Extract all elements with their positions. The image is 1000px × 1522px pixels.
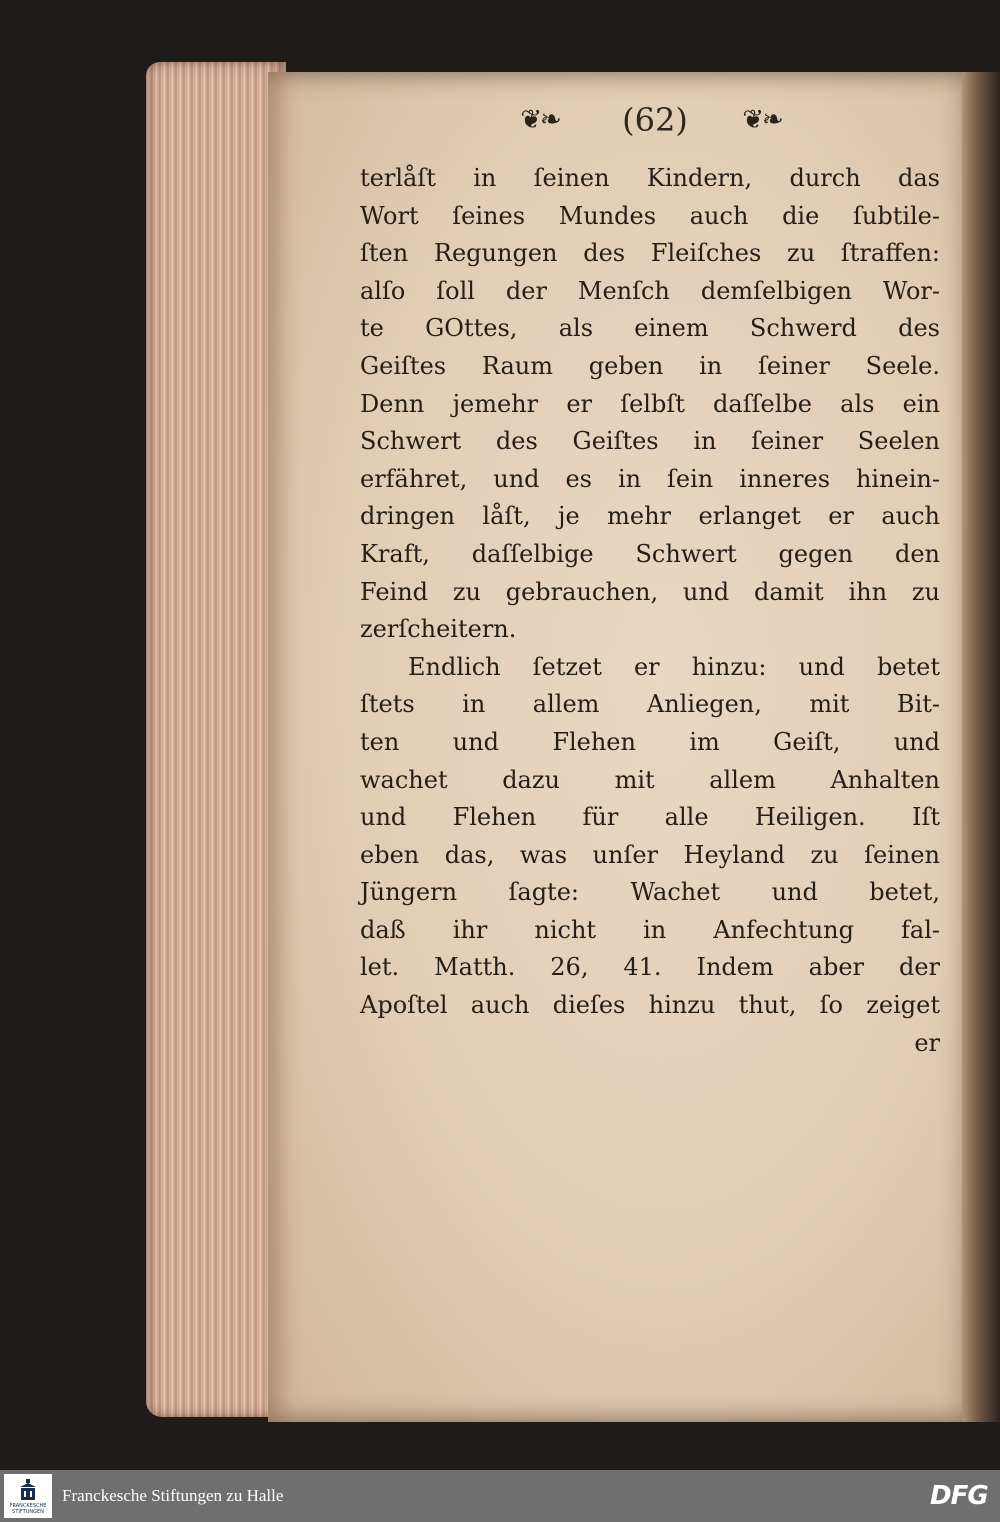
- text-line: alſo ſoll der Menſch demſelbigen Wor-: [360, 276, 940, 305]
- text-line: Endlich ſetzet er hinzu: und betet: [408, 652, 940, 681]
- text-line: Geiſtes Raum geben in ſeiner Seele.: [360, 351, 940, 380]
- text-line: Apoſtel auch dieſes hinzu thut, ſo zeiget: [360, 991, 940, 1020]
- text-line: Denn jemehr er ſelbſt daſſelbe als ein: [360, 389, 940, 418]
- text-line: eben das, was unſer Heyland zu ſeinen: [360, 840, 940, 869]
- text-line: ſten Regungen des Fleiſches zu ſtraffen:: [360, 239, 940, 268]
- page-header: [500, 94, 800, 150]
- text-line: let. Matth. 26, 41. Indem aber der: [360, 953, 940, 982]
- page-number: (62): [622, 101, 688, 139]
- text-line: Kraft, daſſelbige Schwert gegen den: [360, 539, 940, 568]
- text-line: terlåſt in ſeinen Kindern, durch das: [360, 164, 940, 192]
- page-edges: [146, 62, 286, 1417]
- book-gutter: [962, 72, 1000, 1422]
- dfg-logo[interactable]: DFG: [930, 1481, 988, 1511]
- text-line: wachet dazu mit allem Anhalten: [360, 765, 940, 794]
- text-line: Wort ſeines Mundes auch die ſubtile-: [360, 201, 940, 230]
- institution-name: Franckesche Stiftungen zu Halle: [62, 1486, 284, 1505]
- text-line: Jüngern ſagte: Wachet und betet,: [360, 878, 940, 907]
- text-line: daß ihr nicht in Anfechtung fal-: [360, 915, 940, 944]
- page-body-text: [360, 160, 940, 1062]
- text-line: dringen låſt, je mehr erlanget er auch: [360, 502, 940, 531]
- text-line: ten und Flehen im Geiſt, und: [360, 727, 940, 756]
- footer-bar: [0, 1470, 1000, 1522]
- ornament-left-icon: ❦❧: [520, 105, 560, 135]
- text-line: und Flehen für alle Heiligen. Iſt: [360, 803, 940, 832]
- text-line: te GOttes, als einem Schwerd des: [360, 314, 940, 343]
- text-line: zerſcheitern.: [360, 615, 517, 644]
- text-line: Schwert des Geiſtes in ſeiner Seelen: [360, 427, 940, 456]
- building-icon: [18, 1478, 38, 1502]
- text-line: erfähret, und es in ſein inneres hinein-: [360, 464, 940, 493]
- text-line: ſtets in allem Anliegen, mit Bit-: [360, 690, 940, 719]
- ornament-right-icon: ❦❧: [742, 105, 782, 135]
- text-line: Feind zu gebrauchen, und damit ihn zu: [360, 577, 940, 606]
- logo-text: FRANCKESCHE STIFTUNGEN: [9, 1503, 47, 1515]
- institution-logo[interactable]: [4, 1474, 52, 1518]
- catchword: er: [914, 1028, 940, 1057]
